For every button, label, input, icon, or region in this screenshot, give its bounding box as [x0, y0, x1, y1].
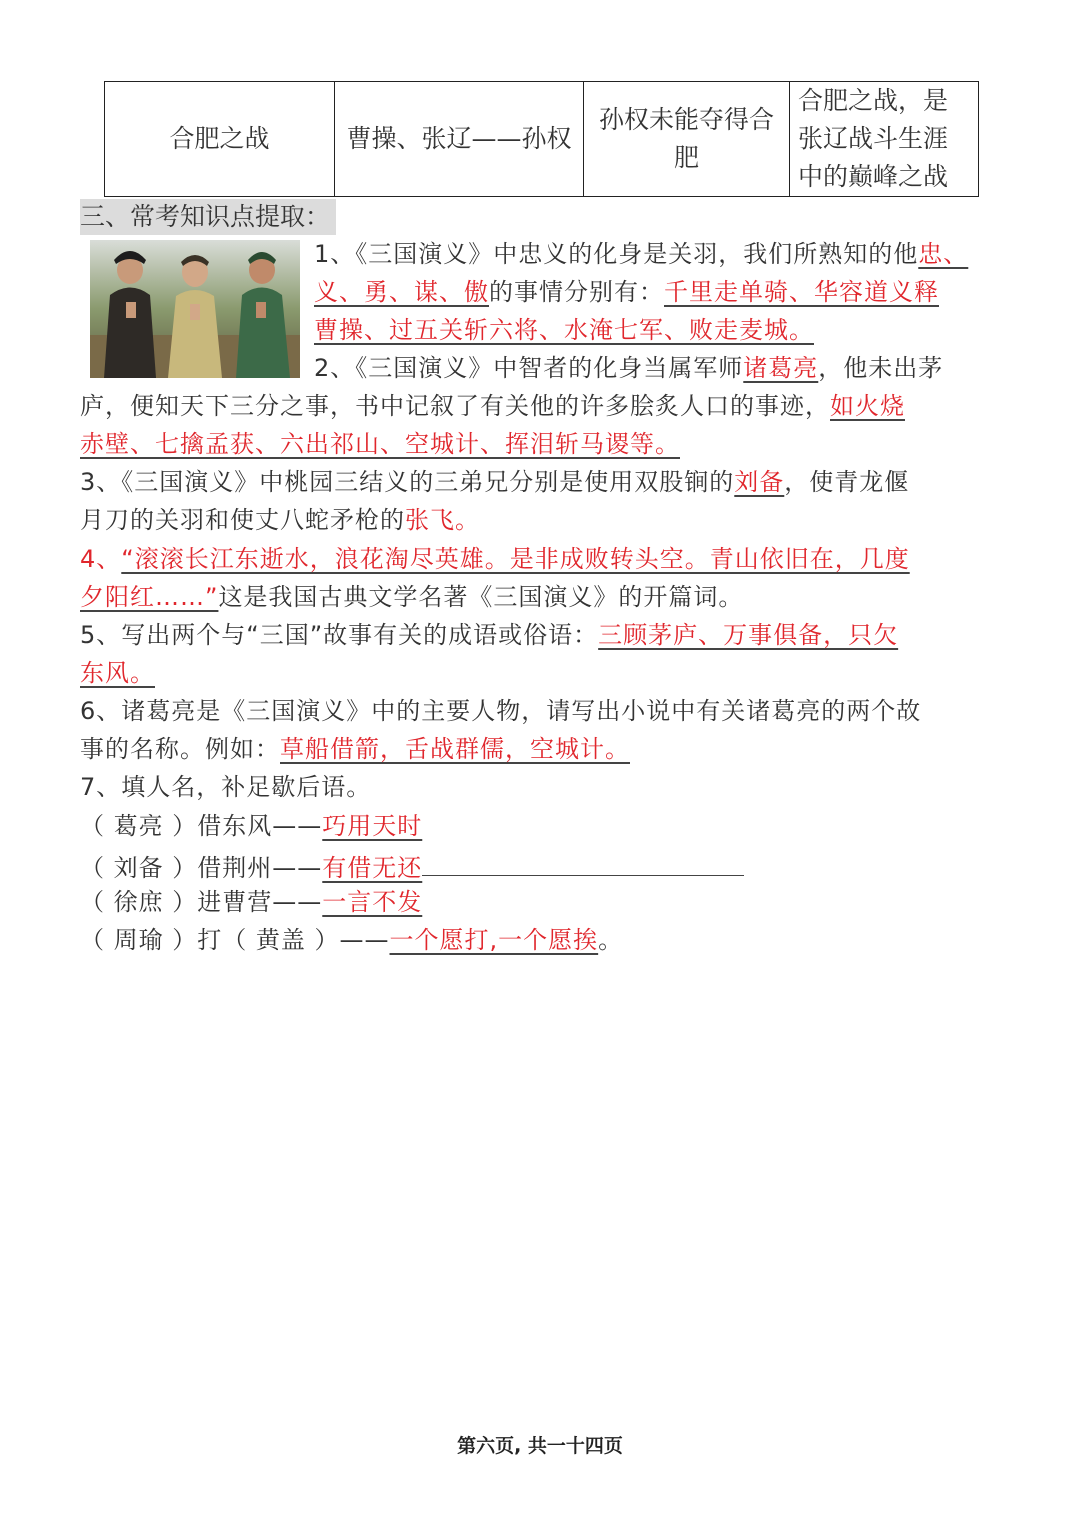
q6-answer: 草船借箭，舌战群儒，空城计。	[280, 735, 630, 763]
q5-prefix: 5、写出两个与“三国”故事有关的成语或俗语：	[80, 621, 599, 649]
q2-line-3	[80, 425, 680, 463]
table-cell-result: 孙权未能夺得合肥	[584, 82, 790, 197]
q7-item-2-blank	[422, 845, 744, 876]
q6-prefix-2: 事的名称。例如：	[80, 735, 280, 763]
q5-line-1	[80, 616, 898, 654]
q3-mid-1: ，使青龙偃	[784, 468, 910, 496]
q4-line-1	[80, 540, 910, 578]
q7-item-4-end: 。	[598, 926, 624, 954]
q2-prefix: 2、《三国演义》中智者的化身当属军师	[314, 354, 744, 382]
q1-line-1	[314, 235, 968, 273]
page-footer: 第六页, 共一十四页	[457, 1435, 623, 1457]
q3-prefix: 3、《三国演义》中桃园三结义的三弟兄分别是使用双股锏的	[80, 468, 735, 496]
q2-answer-2: 赤壁、七擒孟获、六出祁山、空城计、挥泪斩马谡等。	[80, 430, 680, 458]
q3-line-2	[80, 501, 480, 539]
q1-traits-1: 忠、	[918, 240, 969, 268]
table-cell-battle: 合肥之战	[105, 82, 335, 197]
q2-line-1	[314, 349, 943, 387]
q1-prefix: 1、《三国演义》中忠义的化身是关羽，我们所熟知的他	[314, 240, 919, 268]
q4-line-2	[80, 578, 743, 616]
q1-line-2	[314, 273, 939, 311]
table-row	[105, 82, 979, 197]
three-heroes-photo	[90, 240, 300, 378]
q5-answer-1: 三顾茅庐、万事俱备，只欠	[598, 621, 899, 649]
q7-item-1	[80, 807, 422, 845]
q4-suffix: 这是我国古典文学名著《三国演义》的开篇词。	[218, 583, 744, 611]
q7-item-1-prefix: （ 葛亮 ）借东风——	[80, 812, 323, 840]
q2-name: 诸葛亮	[743, 354, 819, 382]
q3-answer-1: 刘备	[734, 468, 785, 496]
q7-title: 7、填人名，补足歇后语。	[80, 773, 372, 801]
q7-item-4-answer: 一个愿打,一个愿挨	[389, 926, 599, 954]
q6-line-1	[80, 692, 921, 730]
q5-answer-2: 东风。	[80, 659, 155, 687]
q1-mid: 的事情分别有：	[489, 278, 664, 306]
q7-item-4-prefix: （ 周瑜 ）打（ 黄盖 ）——	[80, 926, 390, 954]
q7-item-3-prefix: （ 徐庶 ）进曹营——	[80, 888, 323, 916]
q7-item-2-prefix: （ 刘备 ）借荆州——	[80, 854, 323, 882]
q7-item-4	[80, 921, 623, 959]
q1-line-3	[314, 311, 814, 349]
events-table	[104, 81, 979, 197]
q7-item-3	[80, 883, 422, 921]
q6-prefix-1: 6、诸葛亮是《三国演义》中的主要人物，请写出小说中有关诸葛亮的两个故	[80, 697, 922, 725]
table-cell-note: 合肥之战，是张辽战斗生涯中的巅峰之战	[790, 82, 979, 197]
three-heroes-image-icon	[90, 240, 300, 378]
section-title: 三、常考知识点提取：	[80, 199, 336, 235]
q2-mid-1: ，他未出茅	[818, 354, 944, 382]
q4-prefix: 4、	[80, 545, 122, 573]
q1-traits-2: 义、勇、谋、傲	[314, 278, 489, 306]
q1-answer-2: 曹操、过五关斩六将、水淹七军、败走麦城。	[314, 316, 814, 344]
q4-quote-2: 夕阳红……”	[80, 583, 219, 611]
q3-end: 。	[455, 506, 480, 534]
q1-answer-1: 千里走单骑、华容道义释	[664, 278, 939, 306]
table-cell-sides: 曹操、张辽——孙权	[335, 82, 584, 197]
q3-line-1	[80, 463, 909, 501]
q4-quote-1: “滚滚长江东逝水，浪花淘尽英雄。是非成败转头空。青山依旧在，几度	[121, 545, 910, 573]
q2-line-2	[80, 387, 905, 425]
q3-answer-2: 张飞	[405, 506, 455, 534]
q3-mid-2: 月刀的关羽和使丈八蛇矛枪的	[80, 506, 405, 534]
q7-item-1-answer: 巧用天时	[322, 812, 423, 840]
q7-item-2	[80, 845, 744, 887]
q2-answer-1: 如火烧	[830, 392, 905, 420]
q2-mid-2: 庐，便知天下三分之事，书中记叙了有关他的许多脍炙人口的事迹，	[80, 392, 830, 420]
q6-line-2	[80, 730, 630, 768]
q5-line-2	[80, 654, 155, 692]
q7-item-2-answer: 有借无还	[322, 854, 423, 882]
q7-item-3-answer: 一言不发	[322, 888, 423, 916]
